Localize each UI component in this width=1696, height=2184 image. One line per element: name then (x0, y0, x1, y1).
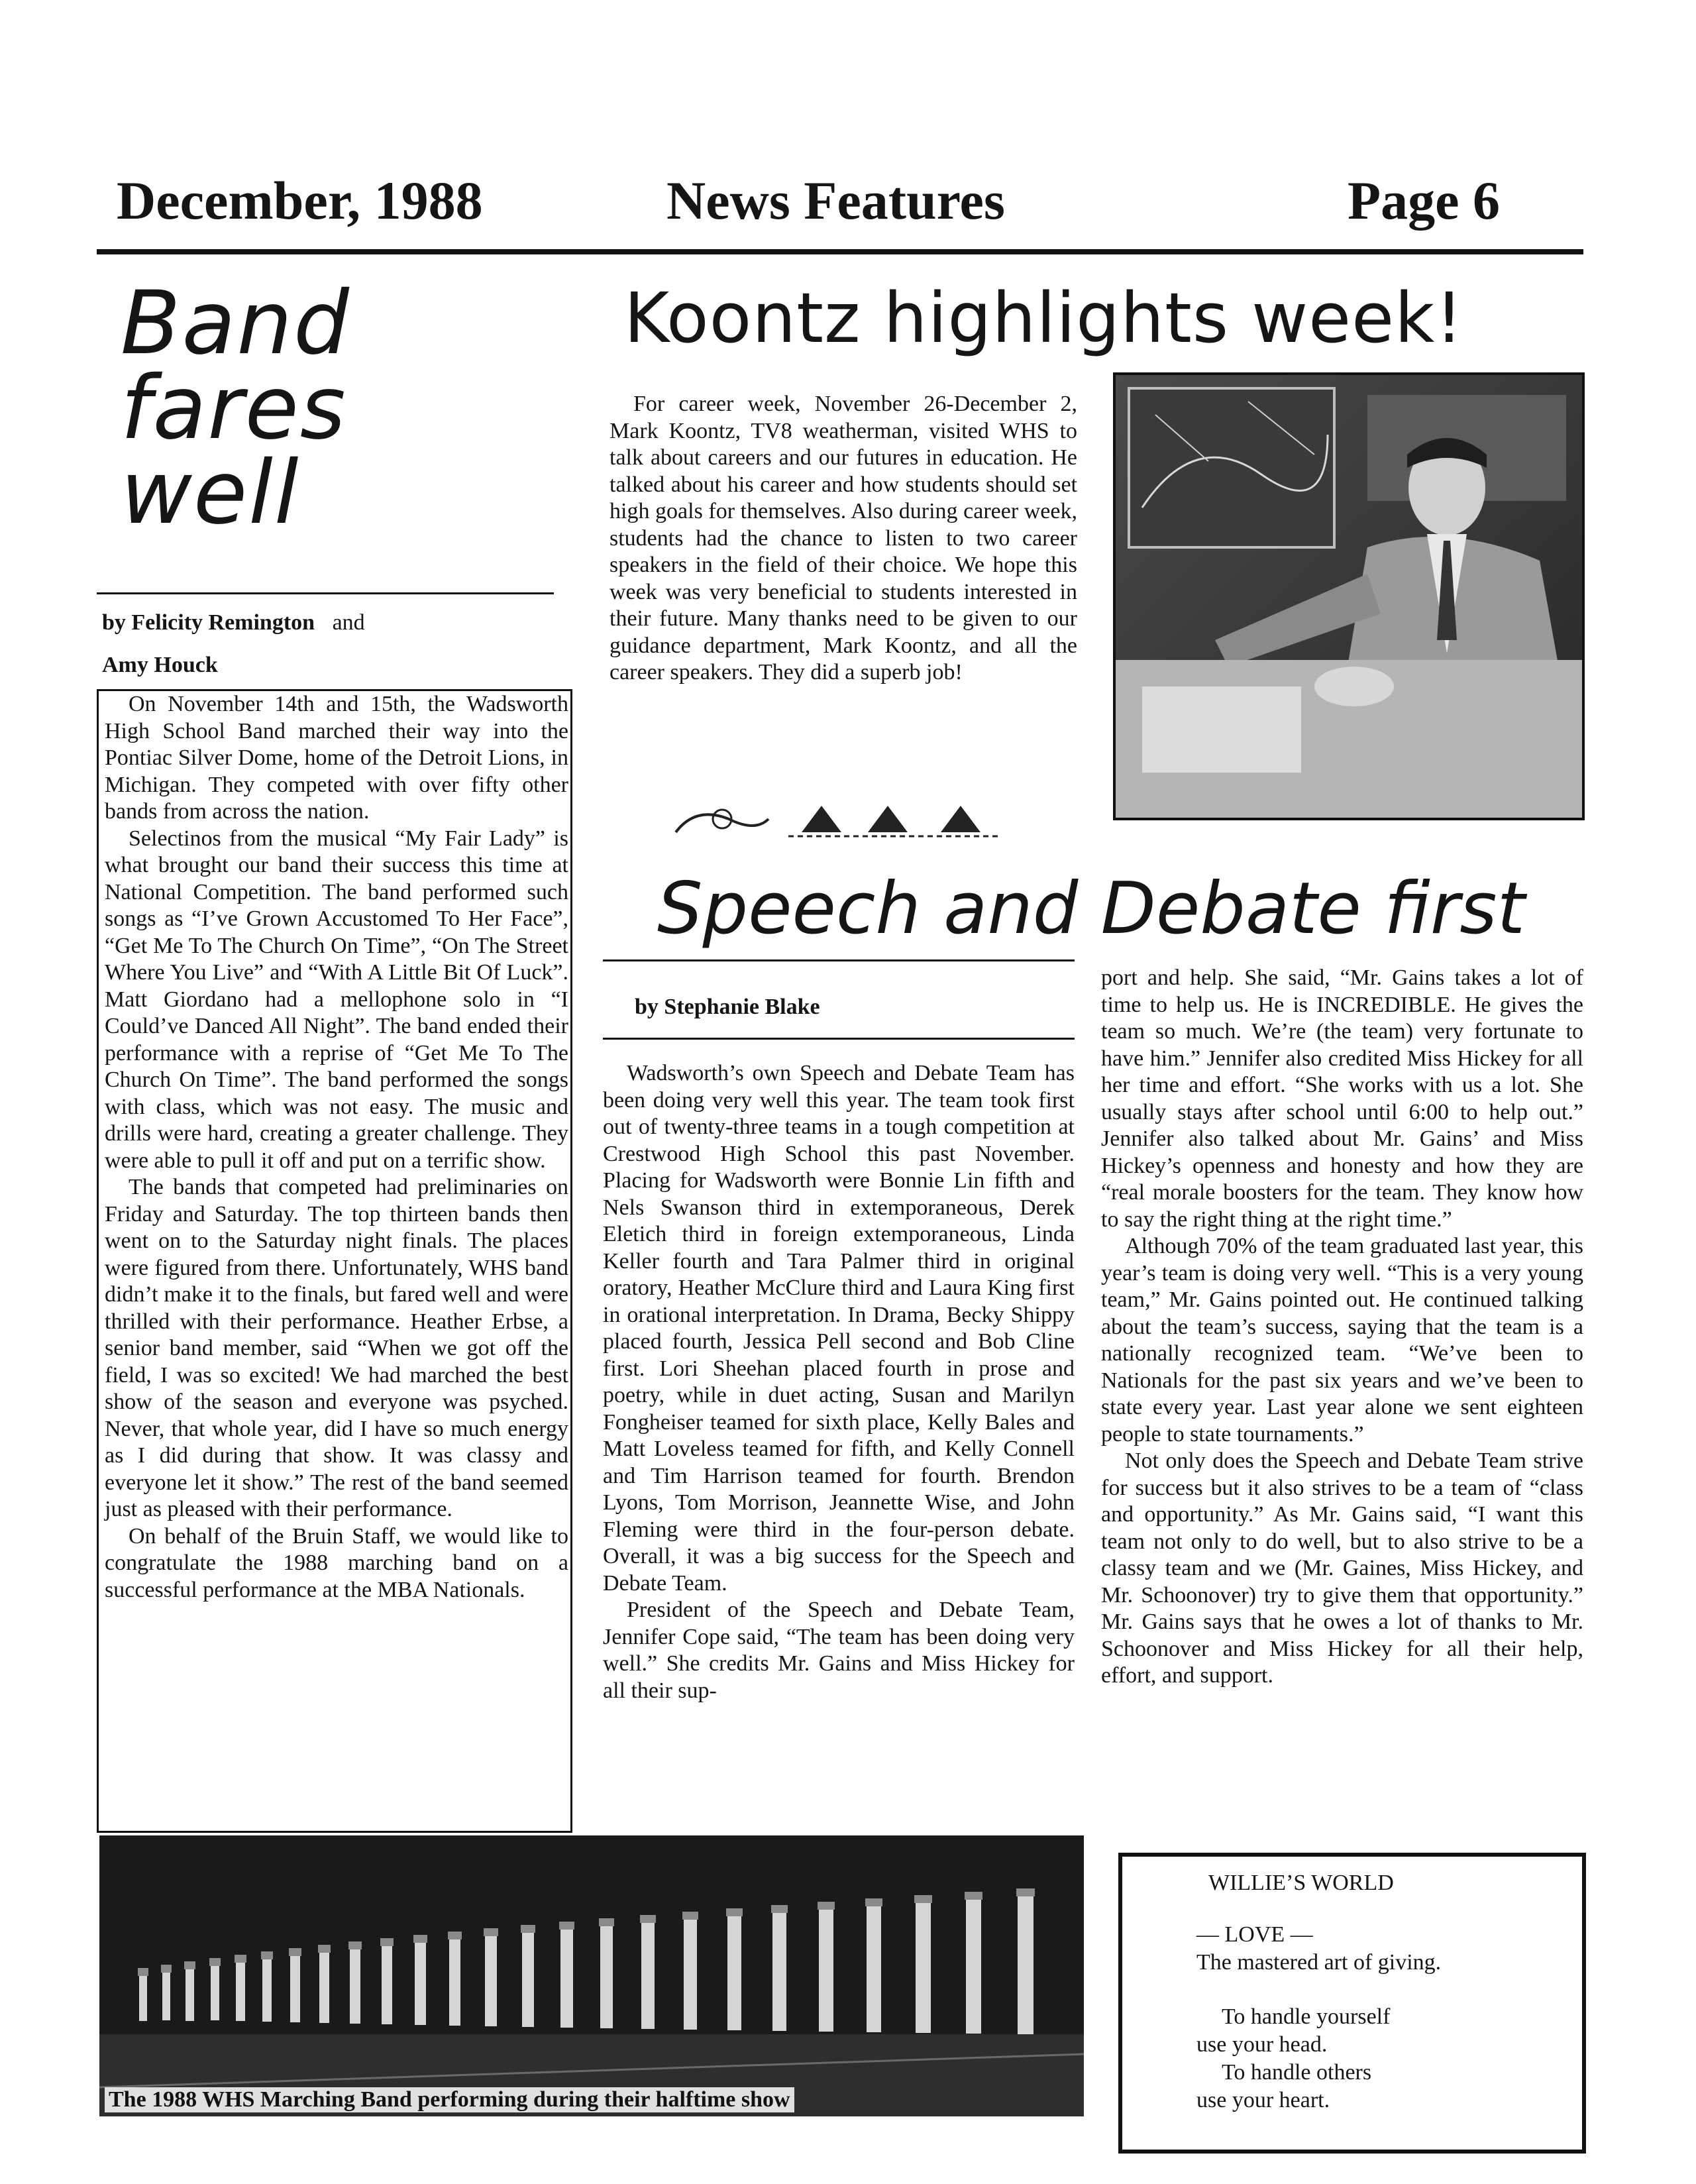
speech-byline: by Stephanie Blake (635, 995, 820, 1019)
band-headline-rule (97, 592, 554, 594)
marching-band-illustration (99, 1835, 1084, 2116)
band-byline (102, 610, 365, 636)
willies-world-line: The mastered art of giving. (1196, 1950, 1442, 1975)
band-paragraph: The bands that competed had preliminaries on Friday and Saturday. The top thirteen bands then went on to the Saturday night finals. The places were figured from there. Unfortunately, WHS band didn’t make it to the finals, but fared well and were thrilled with their performance. Heather Erbse, a senior band member, said “When we got off the field, I was so excited! We had marched the best show of the season and everyone was psyched. Never, that whole year, did I have so much energy as I did during that show. It was classy and everyone let it show.” The rest of the band seemed just as pleased with their performance. (105, 1175, 568, 1521)
koontz-paragraph: For career week, November 26-December 2, Mark Koontz, TV8 weatherman, visited WHS to talk about careers and our futures in education. He talked about his career and how students should set high goals for themselves. Also during career week, students had the chance to listen to two career speakers in the field of their choice. We hope this week was very beneficial to students interested in their future. Many thanks need to be given to our guidance department, Mark Koontz, and all the career speakers. They did a superb job! (610, 392, 1077, 684)
page-number: Page 6 (1348, 170, 1500, 231)
band-byline-and: and (332, 610, 365, 635)
marching-band-photo (99, 1835, 1084, 2116)
willies-world-line: To handle yourself (1222, 2004, 1391, 2029)
issue-date: December, 1988 (117, 170, 483, 231)
band-paragraph: Selectinos from the musical “My Fair Lady” is what brought our band their success this time at National Competition. The band performed such songs as “I’ve Grown Accustomed To Her Face”, “Get Me To The Church On Time”, “On The Street Where You Live” and “With A Little Bit Of Luck”. Matt Giordano had a mellophone solo in “I Could’ve Danced All Night”. The band ended their performance with a reprise of “Get Me To The Church On Time”. The band performed the songs with class, which was not easy. The music and drills were hard, creating a greater challenge. They were able to pull it off and put on a terrific show. (105, 826, 568, 1173)
band-paragraph: On November 14th and 15th, the Wadsworth High School Band marched their way into the Pontiac Silver Dome, home of the Detroit Lions, in Michigan. They competed with over fifty other bands from across the nation. (105, 692, 568, 824)
weatherman-photo-illustration (1116, 375, 1582, 818)
band-author-1: by Felicity Remington (102, 610, 315, 635)
band-headline (121, 272, 492, 544)
masthead-rule (97, 249, 1583, 254)
koontz-article-body (610, 391, 1077, 686)
koontz-photo (1113, 372, 1585, 820)
willies-world-line: use your heart. (1196, 2088, 1330, 2112)
speech-column-1 (603, 1060, 1075, 1704)
band-article-body (105, 691, 568, 1604)
band-headline-line: Band (121, 272, 350, 374)
willies-world-title: WILLIE’S WORLD (1208, 1871, 1394, 1895)
speech-paragraph: Although 70% of the team graduated last year, this year’s team is doing very well. “This is a very young team,” Mr. Gains pointed out. He continued talking about the team’s success, saying that the team is a nationally recognized team. “We’ve been to Nationals for the past six years and we’ve been to state every year. Last year alone we sent eighteen people to state tournaments.” (1101, 1234, 1583, 1447)
speech-paragraph: port and help. She said, “Mr. Gains takes a lot of time to help us. He is INCREDIBLE. He gives the team so much. We’re (the team) very fortunate to have him.” Jennifer also credited Miss Hickey for all her time and effort. “She works with us a lot. She usually stays after school until 6:00 to help out.” Jennifer also talked about Mr. Gains’ and Miss Hickey’s openness and honesty and how they are “real morale boosters for the team. They know how to say the right thing at the right time.” (1101, 965, 1583, 1232)
band-headline-line: fares (121, 357, 347, 459)
band-headline-line: well (121, 442, 300, 544)
band-author-2: Amy Houck (102, 653, 218, 677)
decorative-doodle (669, 792, 1014, 846)
willies-world-line: use your head. (1196, 2032, 1328, 2057)
band-photo-caption: The 1988 WHS Marching Band performing during their halftime show (105, 2087, 794, 2112)
speech-byline-rule (603, 1038, 1075, 1040)
speech-headline: Speech and Debate first (657, 867, 1525, 950)
koontz-headline: Koontz highlights week! (624, 278, 1464, 358)
willies-world-subtitle: — LOVE — (1196, 1922, 1313, 1947)
band-paragraph: On behalf of the Bruin Staff, we would like to congratulate the 1988 marching band on a successful performance at the MBA Nationals. (105, 1523, 568, 1602)
speech-paragraph: President of the Speech and Debate Team, Jennifer Cope said, “The team has been doing very well.” She credits Mr. Gains and Miss Hickey for all their sup- (603, 1598, 1075, 1703)
willies-world-line: To handle others (1222, 2060, 1372, 2085)
willies-world-box (1118, 1853, 1586, 2154)
speech-paragraph: Not only does the Speech and Debate Team strive for success but it also strives to be a team of “class and opportunity.” As Mr. Gains said, “I want this team not only to do well, but to also strive to be a classy team and we (Mr. Gaines, Miss Hickey, and Mr. Schoonover) try to give them that opportunity.” Mr. Gains says that he owes a lot of thanks to Mr. Schoonover and Miss Hickey for all their help, effort, and support. (1101, 1448, 1583, 1688)
section-title: News Features (666, 170, 1005, 231)
speech-headline-rule (603, 959, 1075, 961)
speech-paragraph: Wadsworth’s own Speech and Debate Team has been doing very well this year. The team took first out of twenty-three teams in a tough competition at Crestwood High School this past November. Placing for Wadsworth were Bonnie Lin fifth and Nels Swanson third in extemporaneous, Derek Eletich third in foreign extemporaneous, Linda Keller fourth and Tara Palmer third in original oratory, Heather McClure third and Laura King first in orational interpretation. In Drama, Becky Shippy placed fourth, Jessica Pell second and Bob Cline first. Lori Sheehan placed fourth in prose and poetry, while in duet acting, Susan and Marilyn Fongheiser teamed for sixth place, Kelly Bales and Matt Loveless teamed for fifth, and Kelly Connell and Tim Harrison teamed for fourth. Brendon Lyons, Tom Morrison, Jeannette Wise, and John Fleming were third in the four-person debate. Overall, it was a big success for the Speech and Debate Team. (603, 1061, 1075, 1596)
speech-column-2 (1101, 965, 1583, 1690)
